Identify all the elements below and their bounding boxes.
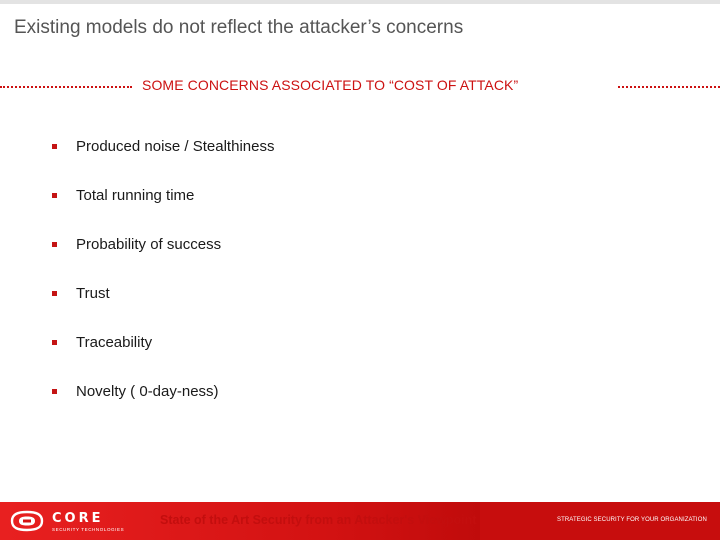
list-item-text: Produced noise / Stealthiness	[76, 138, 275, 155]
top-bar	[0, 0, 720, 4]
square-bullet-icon	[52, 193, 57, 198]
core-logo-icon	[9, 510, 45, 532]
square-bullet-icon	[52, 340, 57, 345]
footer-bar	[0, 502, 720, 540]
logo-tagline: SECURITY TECHNOLOGIES	[52, 527, 125, 532]
logo-wordmark: CORE	[52, 511, 104, 526]
square-bullet-icon	[52, 144, 57, 149]
heading-divider-right	[618, 86, 720, 88]
footer-tagline: STRATEGIC SECURITY FOR YOUR ORGANIZATION	[557, 517, 707, 523]
footer-presentation-title: State of the Art Security from an Attacker's Viewpoint	[160, 513, 477, 527]
section-heading: SOME CONCERNS ASSOCIATED TO “COST OF ATTACK”	[142, 77, 519, 93]
list-item-text: Total running time	[76, 187, 195, 204]
slide-title: Existing models do not reflect the attacker’s concerns	[14, 17, 464, 38]
square-bullet-icon	[52, 389, 57, 394]
heading-divider-left	[0, 86, 132, 88]
list-item-text: Traceability	[76, 334, 153, 351]
square-bullet-icon	[52, 242, 57, 247]
list-item-text: Trust	[76, 285, 110, 302]
list-item-text: Novelty ( 0-day-ness)	[76, 383, 219, 400]
square-bullet-icon	[52, 291, 57, 296]
list-item-text: Probability of success	[76, 236, 222, 253]
